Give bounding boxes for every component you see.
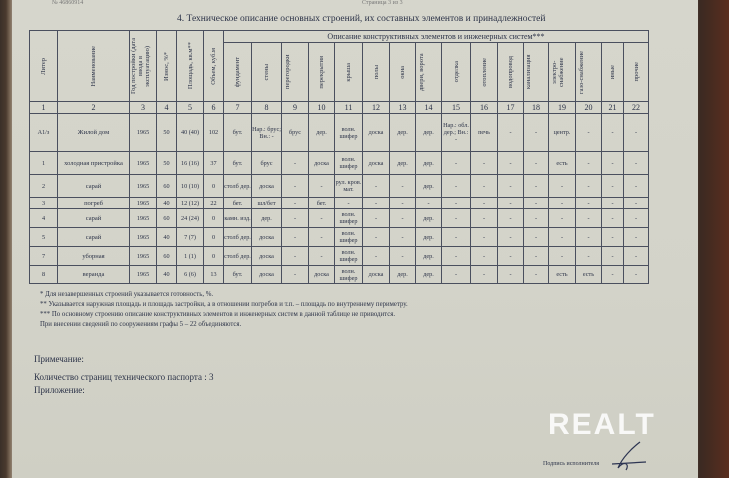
table-row <box>30 114 649 152</box>
table-cell: волн. шифер <box>335 209 363 228</box>
table-cell: - <box>363 198 390 209</box>
table-cell: дер. <box>390 114 416 152</box>
table-cell: - <box>576 228 602 247</box>
table-cell: - <box>602 209 624 228</box>
sub-col-header: отопление <box>471 43 498 102</box>
table-row <box>30 152 649 175</box>
table-cell: - <box>602 247 624 266</box>
table-cell: - <box>309 247 335 266</box>
table-cell: - <box>576 198 602 209</box>
sub-col-header: водопровод <box>498 43 524 102</box>
table-cell: А1/з <box>30 114 58 152</box>
table-cell: дер. <box>390 266 416 284</box>
table-cell: 40 <box>157 198 177 209</box>
table-cell: 1965 <box>130 152 157 175</box>
table-cell: - <box>576 209 602 228</box>
table-cell: - <box>471 266 498 284</box>
table-cell: 60 <box>157 247 177 266</box>
signature-mark <box>610 440 650 474</box>
table-cell: - <box>471 209 498 228</box>
table-cell: рул. кров. мат. <box>335 175 363 198</box>
signature-label: Подпись исполнителя <box>543 461 599 467</box>
table-cell: дер. <box>416 266 442 284</box>
table-cell: - <box>524 266 549 284</box>
table-cell: - <box>282 198 309 209</box>
table-cell: - <box>390 175 416 198</box>
table-cell: - <box>576 152 602 175</box>
table-cell: дер. <box>416 247 442 266</box>
table-row <box>30 198 649 209</box>
column-number: 17 <box>498 102 524 114</box>
table-cell: 40 <box>157 228 177 247</box>
table-cell: - <box>602 266 624 284</box>
table-cell: - <box>498 266 524 284</box>
table-cell: 50 <box>157 152 177 175</box>
table-cell: - <box>549 175 576 198</box>
table-cell: доска <box>252 228 282 247</box>
column-number: 3 <box>130 102 157 114</box>
table-cell: доска <box>309 152 335 175</box>
table-cell: печь <box>471 114 498 152</box>
column-number: 9 <box>282 102 309 114</box>
column-number: 22 <box>624 102 649 114</box>
table-cell: - <box>390 209 416 228</box>
col-header-year: Год постройки (дата ввода в эксплуатацию) <box>130 31 157 102</box>
sub-col-header: крыша <box>335 43 363 102</box>
table-cell: доска <box>309 266 335 284</box>
table-cell: - <box>498 228 524 247</box>
table-cell: 24 (24) <box>177 209 204 228</box>
column-number: 1 <box>30 102 58 114</box>
table-cell: - <box>416 198 442 209</box>
table-cell: дер. <box>416 114 442 152</box>
table-cell: Жилой дом <box>58 114 130 152</box>
table-cell: - <box>442 247 471 266</box>
table-cell: - <box>602 152 624 175</box>
table-cell: - <box>602 228 624 247</box>
column-number: 11 <box>335 102 363 114</box>
table-cell: 3 <box>30 198 58 209</box>
table-cell: 1965 <box>130 175 157 198</box>
column-number: 16 <box>471 102 498 114</box>
table-cell: 0 <box>204 209 224 228</box>
table-cell: - <box>624 266 649 284</box>
table-cell: - <box>309 209 335 228</box>
table-cell: 7 <box>30 247 58 266</box>
table-cell: дер. <box>416 152 442 175</box>
table-row <box>30 247 649 266</box>
table-cell: 50 <box>157 114 177 152</box>
table-cell: доска <box>252 175 282 198</box>
table-cell: дер. <box>309 114 335 152</box>
table-cell: бет. <box>309 198 335 209</box>
column-number: 5 <box>177 102 204 114</box>
table-cell: - <box>549 228 576 247</box>
table-cell: волн. шифер <box>335 152 363 175</box>
table-cell: 0 <box>204 247 224 266</box>
buildings-table <box>29 30 649 284</box>
column-number: 20 <box>576 102 602 114</box>
sub-col-header: перегородки <box>282 43 309 102</box>
table-cell: - <box>309 175 335 198</box>
table-cell: сарай <box>58 228 130 247</box>
table-cell: - <box>282 266 309 284</box>
sub-col-header: прочие <box>624 43 649 102</box>
table-cell: 2 <box>30 175 58 198</box>
sub-col-header: полы <box>363 43 390 102</box>
table-row <box>30 228 649 247</box>
col-header-volume: Объем, куб.м <box>204 31 224 102</box>
table-cell: - <box>624 198 649 209</box>
table-cell: 1965 <box>130 114 157 152</box>
table-cell: бут. <box>224 266 252 284</box>
column-number: 8 <box>252 102 282 114</box>
table-cell: доска <box>252 247 282 266</box>
table-cell: сарай <box>58 209 130 228</box>
table-cell: 1965 <box>130 209 157 228</box>
column-number: 2 <box>58 102 130 114</box>
table-cell: 60 <box>157 175 177 198</box>
table-cell: - <box>442 266 471 284</box>
table-cell: 37 <box>204 152 224 175</box>
document-page <box>12 0 698 478</box>
table-row <box>30 209 649 228</box>
group-header: Описание конструктивных элементов и инженерных систем*** <box>224 31 649 43</box>
footnote-3: *** По основному строению описание конструктивных элементов и инженерных систем в данной таблице не приводится. <box>40 311 396 318</box>
table-cell: погреб <box>58 198 130 209</box>
table-cell: волн. шифер <box>335 247 363 266</box>
table-cell: - <box>442 198 471 209</box>
table-cell: уборная <box>58 247 130 266</box>
table-cell: центр. <box>549 114 576 152</box>
table-cell: бут. <box>224 152 252 175</box>
table-cell: - <box>624 209 649 228</box>
table-cell: Нар.: обл. дер.; Вн.: - <box>442 114 471 152</box>
sub-col-header: двери, ворота <box>416 43 442 102</box>
sub-col-header: отделка <box>442 43 471 102</box>
table-cell: - <box>471 152 498 175</box>
table-cell: - <box>602 175 624 198</box>
page-header-right: Страница 3 из 3 <box>362 0 403 6</box>
table-cell: доска <box>363 266 390 284</box>
table-cell: - <box>335 198 363 209</box>
table-cell: - <box>309 228 335 247</box>
table-cell: 1965 <box>130 228 157 247</box>
note-label: Примечание: <box>34 354 84 364</box>
col-header-wear: Износ, %* <box>157 31 177 102</box>
column-number: 4 <box>157 102 177 114</box>
table-cell: - <box>471 247 498 266</box>
table-row <box>30 175 649 198</box>
table-cell: бет. <box>224 198 252 209</box>
table-cell: - <box>390 228 416 247</box>
table-cell: - <box>282 209 309 228</box>
table-cell: волн. шифер <box>335 228 363 247</box>
table-cell: - <box>624 247 649 266</box>
table-cell: веранда <box>58 266 130 284</box>
table-cell: - <box>498 209 524 228</box>
table-cell: - <box>524 228 549 247</box>
table-cell: - <box>498 247 524 266</box>
table-cell: дер. <box>252 209 282 228</box>
table-cell: - <box>282 228 309 247</box>
table-cell: камн. изд. <box>224 209 252 228</box>
table-cell: - <box>549 198 576 209</box>
column-number: 14 <box>416 102 442 114</box>
col-header-liter: Литер <box>30 31 58 102</box>
table-cell: - <box>576 247 602 266</box>
table-cell: - <box>363 209 390 228</box>
column-number: 7 <box>224 102 252 114</box>
table-cell: 1 <box>30 152 58 175</box>
column-number: 10 <box>309 102 335 114</box>
table-cell: дер. <box>390 152 416 175</box>
sub-col-header: газо-снабжение <box>576 43 602 102</box>
table-cell: 0 <box>204 175 224 198</box>
table-cell: - <box>363 247 390 266</box>
table-cell: есть <box>549 152 576 175</box>
column-number: 19 <box>549 102 576 114</box>
table-row <box>30 266 649 284</box>
table-cell: 12 (12) <box>177 198 204 209</box>
table-cell: - <box>524 114 549 152</box>
footnote-4: При внесении сведений по сооружениям графы 5 – 22 объединяются. <box>40 321 242 328</box>
column-number: 6 <box>204 102 224 114</box>
table-cell: - <box>498 152 524 175</box>
table-cell: дер. <box>416 228 442 247</box>
table-cell: брус <box>252 152 282 175</box>
table-cell: 10 (10) <box>177 175 204 198</box>
col-header-area: Площадь, кв.м** <box>177 31 204 102</box>
table-cell: - <box>363 175 390 198</box>
table-cell: 40 <box>157 266 177 284</box>
table-cell: волн. шифер <box>335 114 363 152</box>
column-number: 13 <box>390 102 416 114</box>
table-cell: - <box>624 152 649 175</box>
footnote-1: * Для незавершенных строений указывается готовность, %. <box>40 291 214 298</box>
table-cell: доска <box>363 114 390 152</box>
column-number: 18 <box>524 102 549 114</box>
table-cell: 7 (7) <box>177 228 204 247</box>
column-number: 15 <box>442 102 471 114</box>
table-cell: доска <box>252 266 282 284</box>
table-cell: 102 <box>204 114 224 152</box>
table-cell: 1965 <box>130 247 157 266</box>
table-cell: 5 <box>30 228 58 247</box>
table-cell: - <box>576 175 602 198</box>
table-cell: - <box>624 228 649 247</box>
table-cell: столб дер. <box>224 247 252 266</box>
table-cell: 8 <box>30 266 58 284</box>
table-cell: есть <box>576 266 602 284</box>
table-cell: Нар.: брус; Вн.: - <box>252 114 282 152</box>
table-cell: - <box>524 175 549 198</box>
table-cell: - <box>471 175 498 198</box>
table-cell: столб дер. <box>224 228 252 247</box>
column-number: 12 <box>363 102 390 114</box>
sub-col-header: иные <box>602 43 624 102</box>
table-cell: - <box>576 114 602 152</box>
pages-count: Количество страниц технического паспорта : 3 <box>34 372 214 382</box>
table-cell: - <box>471 228 498 247</box>
table-cell: волн. шифер <box>335 266 363 284</box>
footnote-2: ** Указывается наружная площадь и площадь застройки, а в отношении погребов и т.п. – площадь по внутреннему периметру. <box>40 301 408 308</box>
watermark-logo: REALT <box>548 408 656 441</box>
table-cell: - <box>498 175 524 198</box>
table-cell: - <box>282 152 309 175</box>
table-cell: 1965 <box>130 266 157 284</box>
table-cell: - <box>524 247 549 266</box>
table-cell: - <box>390 247 416 266</box>
column-number: 21 <box>602 102 624 114</box>
table-cell: - <box>442 175 471 198</box>
table-cell: - <box>498 198 524 209</box>
table-cell: - <box>471 198 498 209</box>
table-cell: - <box>602 114 624 152</box>
table-cell: - <box>363 228 390 247</box>
table-cell: - <box>442 152 471 175</box>
table-cell: - <box>442 228 471 247</box>
table-cell: доска <box>363 152 390 175</box>
table-cell: 4 <box>30 209 58 228</box>
table-cell: 60 <box>157 209 177 228</box>
table-cell: - <box>524 209 549 228</box>
sub-col-header: канализация <box>524 43 549 102</box>
table-cell: 1 (1) <box>177 247 204 266</box>
table-cell: - <box>442 209 471 228</box>
table-cell: столб дер. <box>224 175 252 198</box>
table-cell: 40 (40) <box>177 114 204 152</box>
table-cell: - <box>624 114 649 152</box>
table-cell: - <box>602 198 624 209</box>
sub-col-header: окна <box>390 43 416 102</box>
col-header-name: Наименование <box>58 31 130 102</box>
sub-col-header: фундамент <box>224 43 252 102</box>
table-cell: 13 <box>204 266 224 284</box>
table-cell: холодная пристройка <box>58 152 130 175</box>
table-cell: шл/бет <box>252 198 282 209</box>
table-cell: - <box>524 152 549 175</box>
table-cell: сарай <box>58 175 130 198</box>
table-cell: дер. <box>416 175 442 198</box>
table-cell: 6 (6) <box>177 266 204 284</box>
table-cell: 0 <box>204 228 224 247</box>
table-cell: брус <box>282 114 309 152</box>
table-cell: - <box>549 209 576 228</box>
table-cell: - <box>282 247 309 266</box>
page-header-left: № 46860914 <box>52 0 84 6</box>
table-cell: - <box>524 198 549 209</box>
table-cell: - <box>498 114 524 152</box>
table-cell: - <box>624 175 649 198</box>
table-cell: - <box>282 175 309 198</box>
table-cell: - <box>549 247 576 266</box>
sub-col-header: электро-снабжение <box>549 43 576 102</box>
table-cell: 1965 <box>130 198 157 209</box>
table-cell: 22 <box>204 198 224 209</box>
appendix-label: Приложение: <box>34 385 85 395</box>
sub-col-header: стены <box>252 43 282 102</box>
table-cell: бут. <box>224 114 252 152</box>
table-cell: есть <box>549 266 576 284</box>
table-cell: дер. <box>416 209 442 228</box>
sub-col-header: перекрытия <box>309 43 335 102</box>
table-cell: - <box>390 198 416 209</box>
table-cell: 16 (16) <box>177 152 204 175</box>
section-title: 4. Техническое описание основных строений, их составных элементов и принадлежностей <box>177 14 546 24</box>
